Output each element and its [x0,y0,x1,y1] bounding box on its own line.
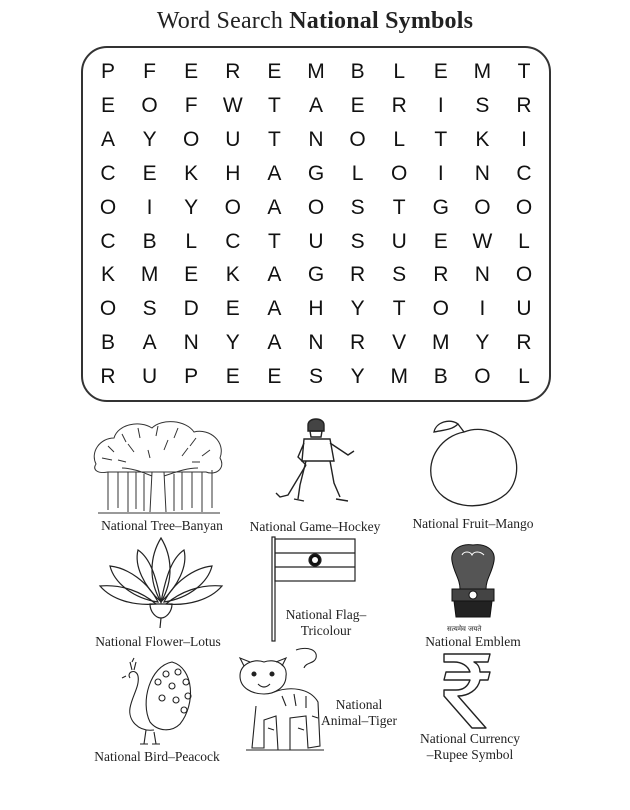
grid-letter: O [99,297,117,321]
grid-letter: K [225,263,240,287]
grid-letter: O [99,195,117,219]
grid-letter: T [392,195,406,219]
grid-letter: R [225,60,241,83]
grid-letter: E [350,93,365,117]
grid-letter: F [143,60,156,83]
hockey-player-icon [268,415,368,517]
grid-letter: M [140,263,159,287]
grid-letter: T [517,60,531,83]
grid-letter: L [393,127,406,151]
caption-currency-line2: –Rupee Symbol [426,747,514,762]
grid-letter: W [222,93,243,117]
grid-letter: L [393,60,406,83]
grid-letter: C [225,229,241,253]
grid-letter: O [141,93,158,117]
grid-letter: K [100,263,115,287]
grid-letter: G [307,263,325,287]
grid-letter: I [146,195,153,219]
grid-letter: O [349,127,366,151]
grid-letter: O [183,127,200,151]
grid-letter: C [100,161,116,185]
caption-flag-line2: Tricolour [300,623,352,638]
grid-letter: W [472,229,493,253]
grid-letter: E [433,229,448,253]
grid-letter: R [100,365,116,389]
grid-letter: Y [475,331,490,355]
grid-letter: K [184,161,199,185]
caption-animal-line1: National [335,697,383,712]
caption-game: National Game–Hockey [249,519,381,534]
grid-letter: O [515,263,533,287]
grid-letter: D [183,297,199,321]
grid-letter: E [225,297,240,321]
grid-letter: O [432,297,449,321]
grid-letter: A [142,331,157,355]
grid-letter: S [308,365,323,389]
rupee-symbol-icon [440,652,492,730]
grid-letter: I [437,161,444,185]
grid-letter: O [474,365,491,389]
title-prefix: Word Search [156,8,284,34]
grid-letter: A [267,195,282,219]
grid-letter: K [475,127,490,151]
grid-letter: U [391,229,407,253]
grid-letter: C [100,229,116,253]
grid-letter: N [308,331,324,355]
grid-letter: B [100,331,115,355]
grid-letter: M [432,331,450,355]
grid-letter: Y [142,127,157,151]
caption-flag-line1: National Flag– [285,607,367,622]
grid-letter: R [433,263,449,287]
grid-letter: N [474,263,490,287]
caption-emblem: National Emblem [425,634,521,649]
caption-fruit: National Fruit–Mango [412,516,534,531]
grid-letter: L [518,229,530,253]
grid-letter: F [184,93,198,117]
grid-letter: Y [350,297,365,321]
grid-letter: R [391,93,407,117]
grid-letter: U [516,297,532,321]
caption-animal-line2: Animal–Tiger [321,713,398,728]
grid-letter: R [516,93,532,117]
grid-letter: I [437,93,444,117]
grid-letter: L [518,365,530,389]
grid-letter: H [225,161,241,185]
grid-letter: S [392,263,407,287]
caption-flag [278,607,374,639]
grid-letter: A [100,127,115,151]
caption-flower: National Flower–Lotus [95,634,221,649]
grid-letter: T [267,229,281,253]
grid-letter: O [391,161,408,185]
grid-letter: E [142,161,157,185]
grid-letter: M [390,365,408,389]
banyan-tree-icon [88,416,228,516]
grid-letter: O [307,195,325,219]
grid-letter: Y [225,331,240,355]
grid-letter: Y [184,195,199,219]
grid-letter: E [267,365,282,389]
grid-letter: R [516,331,532,355]
grid-letter: S [350,195,365,219]
caption-animal [321,697,397,729]
grid-letter: N [308,127,324,151]
grid-letter: N [474,161,490,185]
grid-letter: R [350,263,366,287]
grid-letter: E [433,60,448,83]
grid-letter: U [308,229,324,253]
caption-currency [408,731,532,763]
mango-icon [422,418,526,512]
grid-letter: G [307,161,325,185]
grid-letter: G [432,195,449,219]
grid-letter: E [184,60,199,83]
grid-letter: H [308,297,324,321]
grid-letter: R [350,331,366,355]
grid-letter: A [267,331,282,355]
caption-currency-line1: National Currency [419,731,521,746]
page-title [0,8,630,35]
emblem-motto: सत्यमेव जयते [447,625,482,633]
grid-letter: S [350,229,365,253]
grid-letter: U [142,365,158,389]
caption-tree: National Tree–Banyan [101,518,223,533]
grid-letter: O [224,195,241,219]
grid-letter: A [267,297,282,321]
title-bold: National Symbols [289,8,474,34]
peacock-icon [110,652,196,748]
grid-letter: B [142,229,157,253]
grid-letter: M [307,60,325,83]
grid-letter: B [433,365,448,389]
grid-letter: I [479,297,486,321]
grid-letter: T [267,127,281,151]
grid-letter: B [350,60,365,83]
grid-letter: E [267,60,282,83]
grid-letter: A [267,161,282,185]
grid-letter: T [392,297,406,321]
grid-letter: C [516,161,532,185]
grid-letter: L [351,161,364,185]
grid-letter: L [185,229,198,253]
grid-letter: U [225,127,241,151]
grid-letter: A [267,263,282,287]
grid-letter: P [100,60,115,83]
grid-letter: S [142,297,157,321]
grid-letter: M [473,60,492,83]
grid-letter: A [308,93,323,117]
grid-letter: I [521,127,527,151]
grid-letter: T [267,93,281,117]
grid-letter: N [183,331,199,355]
word-search-grid [81,46,551,402]
grid-letter: E [184,263,199,287]
grid-letter: E [225,365,240,389]
caption-bird: National Bird–Peacock [94,749,220,764]
grid-letter: Y [350,365,365,389]
emblem-icon [440,539,506,621]
grid-letter: O [474,195,491,219]
grid-letter: O [515,195,533,219]
grid-letter: E [100,93,115,117]
lotus-icon [98,536,224,628]
grid-letter: T [434,127,448,151]
grid-letter: S [475,93,490,117]
grid-letter: V [392,331,407,355]
grid-letter: P [184,365,199,389]
